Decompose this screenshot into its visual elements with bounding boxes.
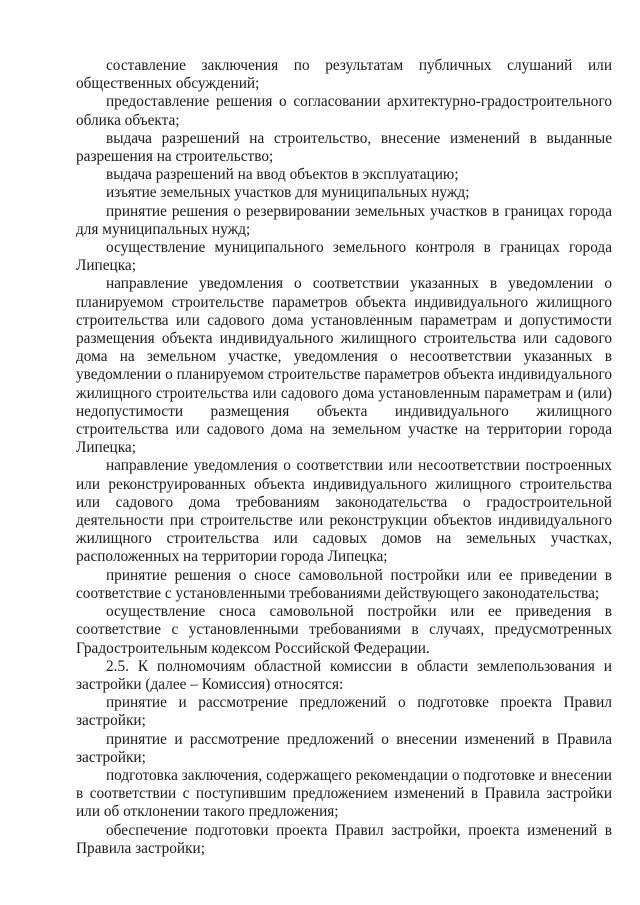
paragraph: предоставление решения о согласовании архитектурно-градостроительного облика объекта;: [76, 93, 612, 129]
document-body: [76, 57, 612, 858]
paragraph: принятие и рассмотрение предложений о внесении изменений в Правила застройки;: [76, 730, 612, 766]
paragraph: выдача разрешений на ввод объектов в эксплуатацию;: [106, 166, 459, 184]
paragraph: подготовка заключения, содержащего рекомендации о подготовке и внесении в соответствии с поступившим предложением изменений в Правила застройки или об отклонении такого предложения;: [76, 766, 612, 821]
paragraph: обеспечение подготовки проекта Правил застройки, проекта изменений в Правила застройки;: [76, 821, 612, 857]
paragraph: принятие решения о сносе самовольной постройки или ее приведении в соответствие с установленными требованиями действующего законодательства;: [76, 566, 612, 602]
section-paragraph: 2.5. К полномочиям областной комиссии в области землепользования и застройки (далее – Комиссия) относятся:: [76, 657, 612, 693]
paragraph: осуществление муниципального земельного контроля в границах города Липецка;: [76, 239, 612, 275]
paragraph: выдача разрешений на строительство, внесение изменений в выданные разрешения на строительство;: [76, 129, 612, 166]
paragraph: принятие решения о резервировании земельных участков в границах города для муниципальных нужд;: [76, 202, 612, 238]
paragraph: принятие и рассмотрение предложений о подготовке проекта Правил застройки;: [76, 694, 612, 730]
paragraph: направление уведомления о соответствии указанных в уведомлении о планируемом строительстве параметров объекта индивидуального жилищного строительства или садового дома установленным параметрам и допустимости размещения объекта индивидуального жилищного строительства или садового дома на земельном участке, уведомления о несоответствии указанных в уведомлении о планируемом строительстве параметров объекта индивидуального жилищного строительства или садового дома установленным параметрам и (или) недопустимости размещения объекта индивидуального жилищного строительства или садового дома на земельном участке на территории города Липецка;: [76, 275, 612, 457]
paragraph: составление заключения по результатам публичных слушаний или общественных обсуждений;: [76, 57, 612, 93]
paragraph: осуществление сноса самовольной постройки или ее приведения в соответствие с установленными требованиями в случаях, предусмотренных Градостроительным кодексом Российской Федерации.: [76, 603, 612, 657]
paragraph: изъятие земельных участков для муниципальных нужд;: [106, 184, 470, 202]
paragraph: направление уведомления о соответствии или несоответствии построенных или реконструированных объекта индивидуального жилищного строительства или садового дома требованиям законодательства о градостроительной деятельности при строительстве или реконструкции объектов индивидуального жилищного строительства или садовых домов на земельных участках, расположенных на территории города Липецка;: [76, 457, 612, 566]
